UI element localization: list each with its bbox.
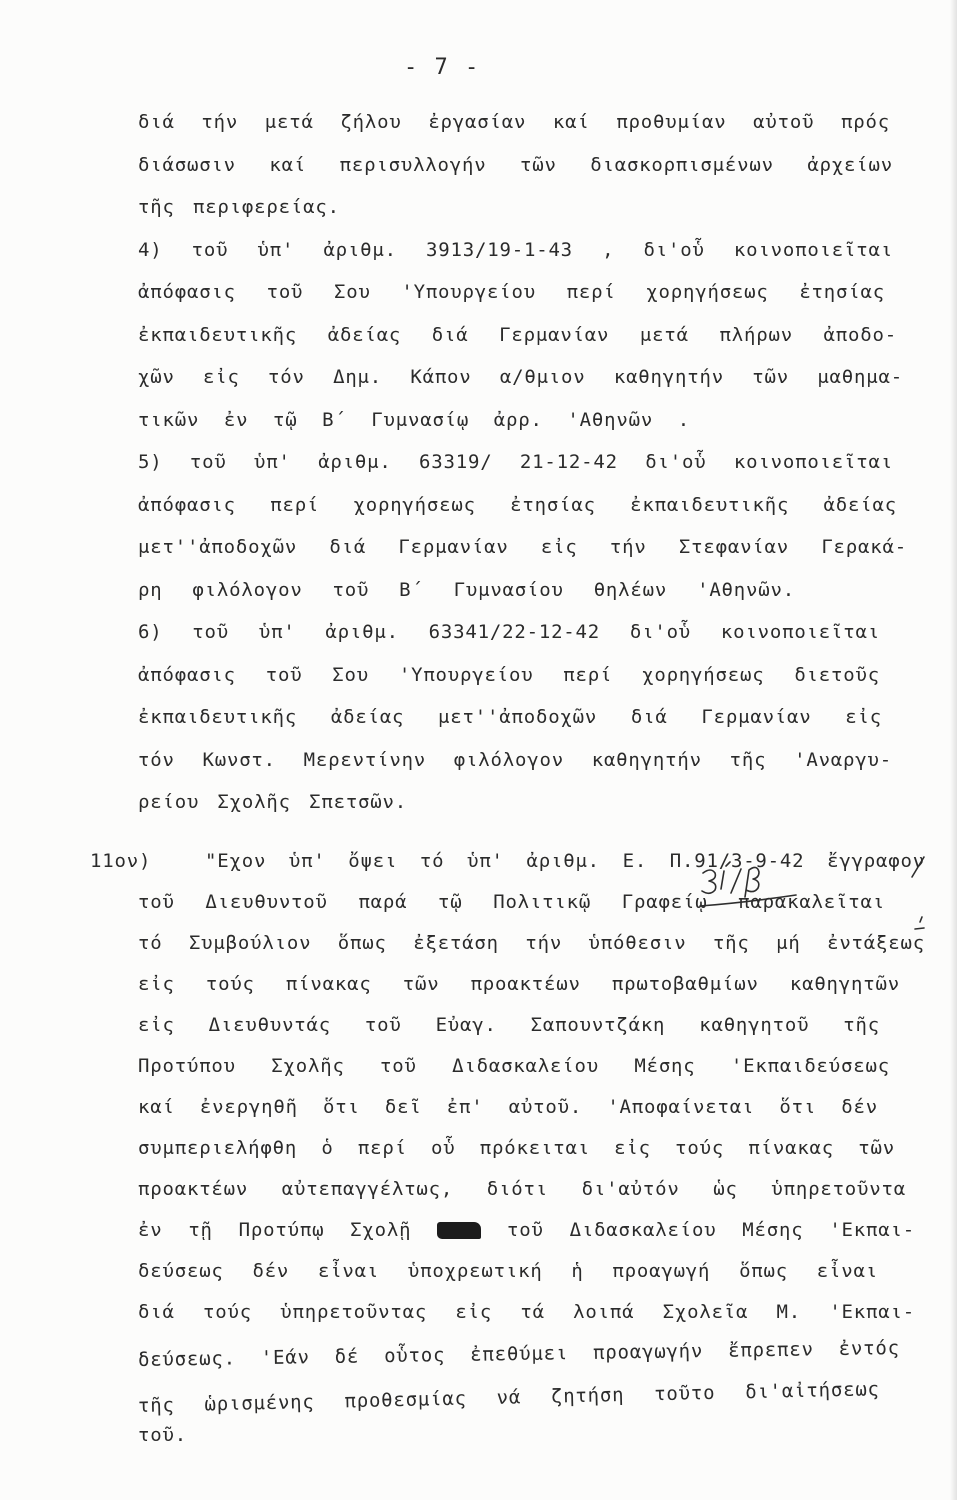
- text-line: συμπεριελήφθη ὁ περί οὗ πρόκειται εἰς τούς πίνακας τῶν: [138, 1137, 895, 1159]
- item-number: 11ον): [90, 850, 152, 872]
- text-line: εἰς τούς πίνακας τῶν προακτέων πρωτοβαθμίων καθηγητῶν: [138, 973, 900, 995]
- text-line: διάσωσιν καί περισυλλογήν τῶν διασκορπισμένων ἀρχείων: [138, 153, 893, 176]
- text-line: ἐκπαιδευτικῆς ἀδείας διά Γερμανίαν μετά πλήρων ἀποδο-: [138, 323, 897, 346]
- ink-blot: [437, 1222, 481, 1239]
- text-line: "Εχον ὑπ' ὄψει τό ὑπ' ἀριθμ. Ε. Π.91/3-9-42 ἔγγραφον: [205, 850, 925, 872]
- text-line: μετ''ἀποδοχῶν διά Γερμανίαν εἰς τήν Στεφανίαν Γερακά-: [138, 536, 907, 558]
- text-line: [138, 1210, 915, 1251]
- text-line: τόν Κωνστ. Μερεντίνην φιλόλογον καθηγητήν τῆς 'Αναργυ-: [138, 748, 892, 771]
- text-line: καί ἐνεργηθῆ ὅτι δεῖ ἐπ' αὐτοῦ. 'Αποφαίνεται ὅτι δέν: [138, 1096, 878, 1118]
- text-line: ρη φιλόλογον τοῦ Β΄ Γυμνασίου θηλέων 'Αθηνῶν.: [138, 578, 795, 601]
- text-line: χῶν εἰς τόν Δημ. Κάπον α/θμιον καθηγητήν τῶν μαθημα-: [138, 366, 903, 388]
- text-line: τό Συμβούλιον ὅπως ἐξετάση τήν ὑπόθεσιν τῆς μή ἐντάξεως: [138, 932, 925, 954]
- text-line: 6) τοῦ ὑπ' ἀριθμ. 63341/22-12-42 δι'οὗ κοινοποιεῖται: [138, 621, 880, 643]
- text-line: προακτέων αὐτεπαγγέλτως, διότι δι'αὐτόν ὡς ὑπηρετοῦντα: [138, 1178, 906, 1200]
- item-11-section: [90, 841, 925, 1456]
- text-line: ἐκπαιδευτικῆς ἀδείας μετ''ἀποδοχῶν διά Γερμανίαν εἰς: [138, 706, 882, 728]
- text-line: ρείου Σχολῆς Σπετσῶν.: [138, 791, 408, 813]
- page-number: - 7 -: [404, 55, 481, 80]
- text-line: 5) τοῦ ὑπ' ἀριθμ. 63319/ 21-12-42 δι'οὗ κοινοποιεῖται: [138, 451, 893, 473]
- item-11-first-row: [90, 841, 925, 882]
- text-segment: ἐν τῇ Προτύπῳ Σχολῇ: [138, 1219, 412, 1241]
- text-line: τοῦ.: [138, 1424, 187, 1446]
- text-line: τῆς ὡρισμένης προθεσμίας νά ζητήση τοῦτο δι'αἰτήσεως: [137, 1378, 881, 1417]
- page-edge: [950, 0, 957, 1500]
- text-line: εἰς Διευθυντάς τοῦ Εὐαγ. Σαπουντζάκη καθηγητοῦ τῆς: [138, 1014, 880, 1036]
- text-line: διά τούς ὑπηρετοῦντας εἰς τά λοιπά Σχολεῖα Μ. 'Εκπαι-: [138, 1301, 915, 1323]
- text-segment: τοῦ Διδασκαλείου Μέσης 'Εκπαι-: [507, 1219, 915, 1241]
- body-text-section: [138, 101, 907, 824]
- text-line: Προτύπου Σχολῆς τοῦ Διδασκαλείου Μέσης 'Εκπαιδεύσεως: [138, 1055, 890, 1077]
- text-line: δεύσεως δέν εἶναι ὑποχρεωτική ἡ προαγωγή ὅπως εἶναι: [138, 1260, 878, 1282]
- text-line: τικῶν ἐν τῷ Β΄ Γυμνασίῳ ἀρρ. 'Αθηνῶν .: [138, 408, 690, 431]
- text-line: ἀπόφασις τοῦ Σου 'Υπουργείου περί χορηγήσεως διετοῦς: [138, 663, 880, 686]
- text-line: ἀπόφασις τοῦ Σου 'Υπουργείου περί χορηγήσεως ἐτησίας: [138, 281, 885, 303]
- text-line: δεύσεως. 'Εάν δέ οὗτος ἐπεθύμει προαγωγήν ἔπρεπεν ἐντός: [137, 1337, 901, 1371]
- text-line: 4) τοῦ ὑπ' ἀριθμ. 3913/19-1-43 , δι'οὗ κοινοποιεῖται: [138, 238, 893, 261]
- text-line: τῆς περιφερείας.: [138, 196, 340, 218]
- text-line: τοῦ Διευθυντοῦ παρά τῷ Πολιτικῷ Γραφείῳ παρακαλεῖται: [138, 891, 885, 913]
- text-line: ἀπόφασις περί χορηγήσεως ἐτησίας ἐκπαιδευτικῆς ἀδείας: [138, 493, 897, 516]
- text-line: διά τήν μετά ζήλου ἐργασίαν καί προθυμίαν αὐτοῦ πρός: [138, 111, 890, 133]
